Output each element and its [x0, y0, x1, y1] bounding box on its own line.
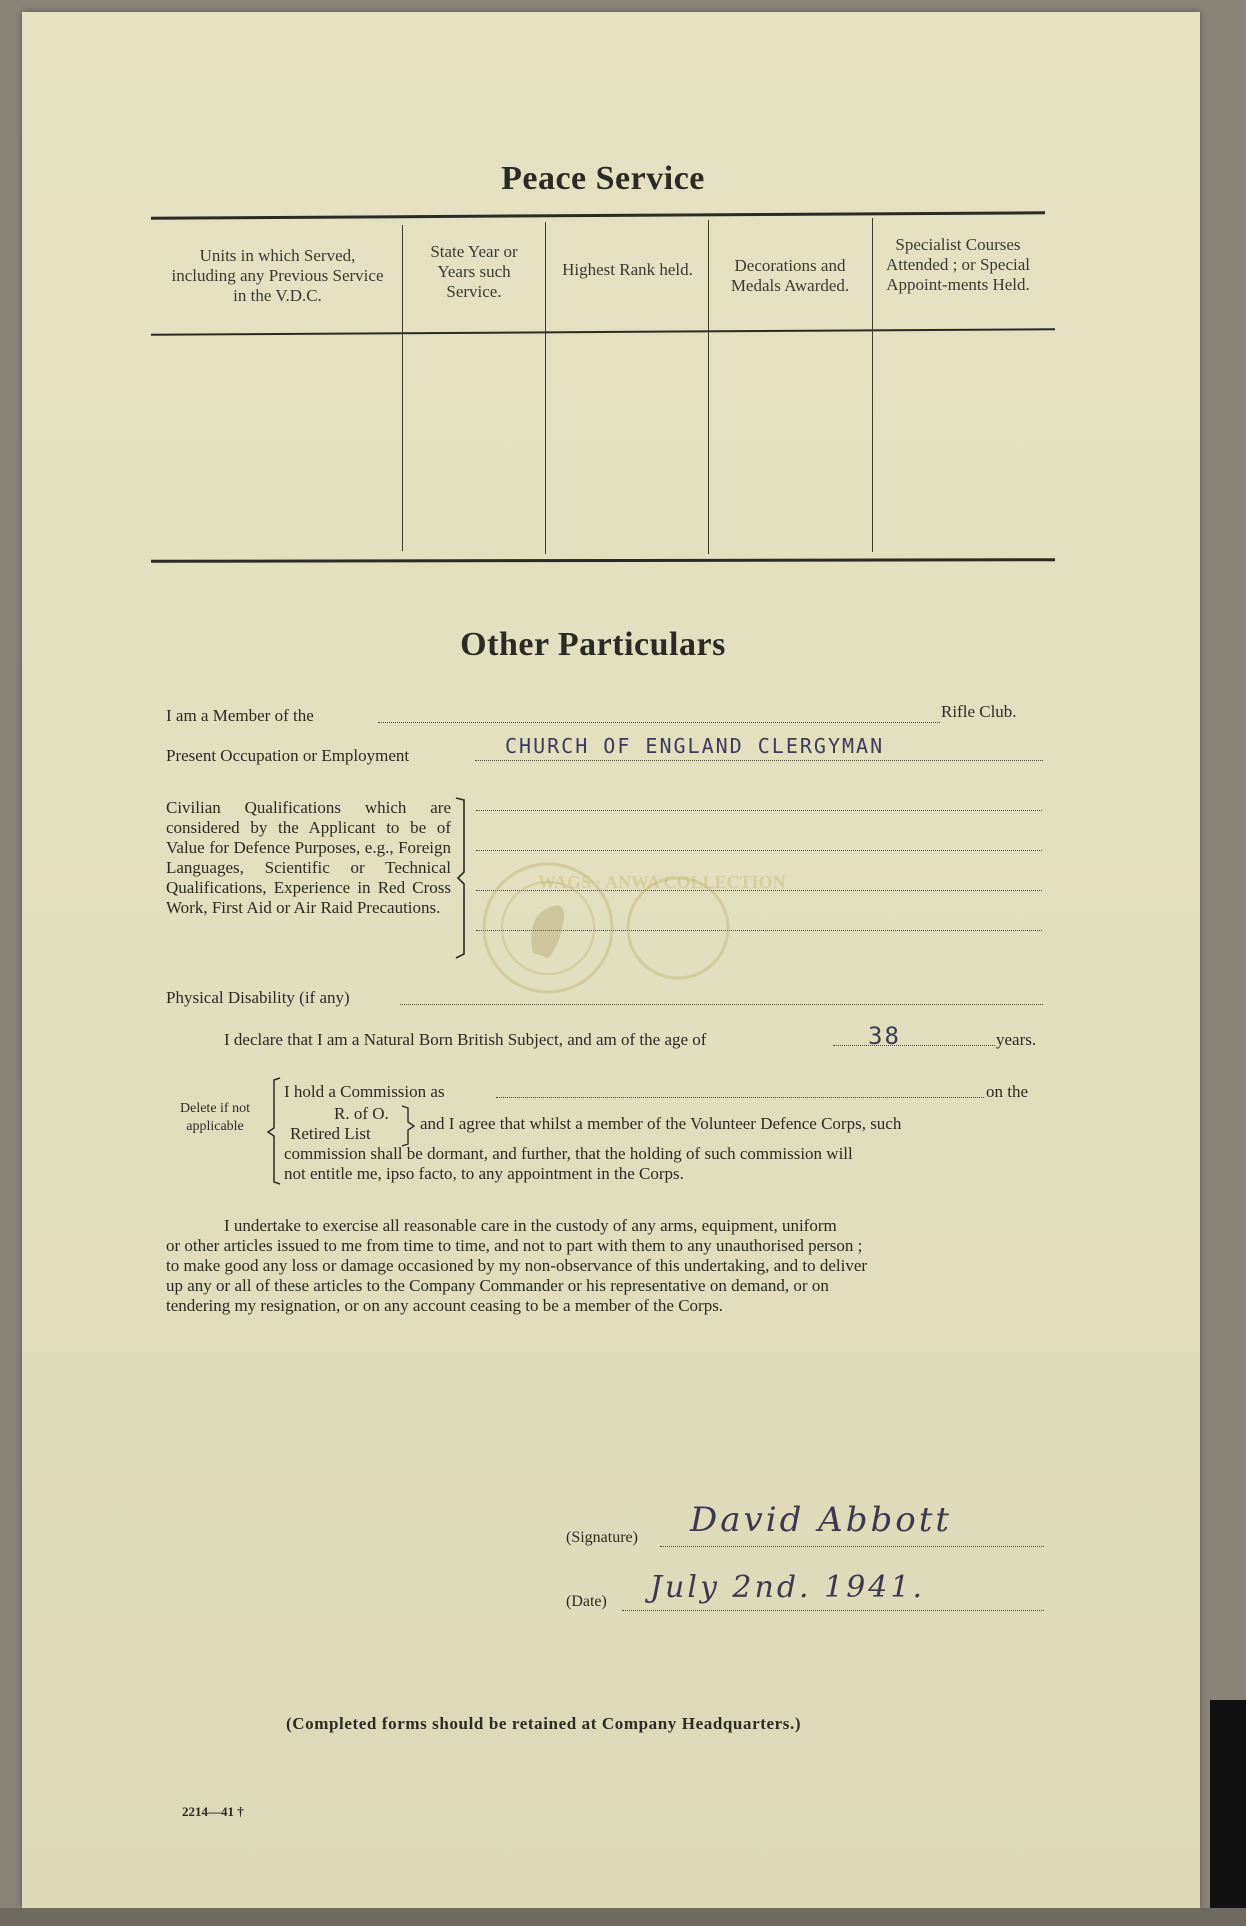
civilian-qualifications-label: Civilian Qualifications which are considered by the Applicant to be of Value for Defence Purposes, e.g., Foreign Languages, Scientific or Technical Qualifications, Experience in Red Cross Work, First Aid or Air Raid Precautions. — [166, 798, 451, 917]
declaration-text: I declare that I am a Natural Born British Subject, and am of the age of — [224, 1030, 707, 1049]
background-edge — [0, 1908, 1246, 1926]
physical-disability-label: Physical Disability (if any) — [166, 988, 350, 1007]
commission-line-1-suffix: on the — [986, 1082, 1029, 1101]
rifle-club-suffix: Rifle Club. — [941, 702, 1017, 721]
age-field[interactable] — [833, 1045, 995, 1046]
undertaking-line-2: or other articles issued to me from time to time, and not to part with them to any unauthorised person ; — [166, 1236, 863, 1255]
col-header-years: State Year or Years such Service. — [430, 242, 518, 301]
commission-line-4: not entitle me, ipso facto, to any appointment in the Corps. — [284, 1164, 684, 1183]
peace-service-title: Peace Service — [501, 160, 705, 197]
declaration-suffix: years. — [996, 1030, 1037, 1049]
undertaking-line-3: to make good any loss or damage occasioned by my non-observance of this undertaking, and to deliver — [166, 1256, 868, 1275]
date-label: (Date) — [566, 1593, 607, 1610]
undertaking-line-4: up any or all of these articles to the Company Commander or his representative on demand, or on — [166, 1276, 829, 1295]
undertaking-line-5: tendering my resignation, or on any account ceasing to be a member of the Corps. — [166, 1296, 724, 1315]
col-divider-1 — [402, 225, 403, 551]
civilian-qualifications-brace — [454, 796, 474, 960]
commission-field[interactable] — [496, 1097, 984, 1098]
commission-rofo: R. of O. — [334, 1104, 389, 1123]
signature-value: David Abbott — [690, 1500, 953, 1540]
col-divider-3 — [708, 220, 709, 554]
col-header-decorations: Decorations and Medals Awarded. — [730, 256, 850, 295]
other-particulars-title: Other Particulars — [460, 626, 726, 663]
occupation-value: CHURCH OF ENGLAND CLERGYMAN — [505, 734, 885, 758]
col-divider-2 — [545, 222, 546, 554]
occupation-label: Present Occupation or Employment — [166, 746, 410, 765]
col-header-units: Units in which Served, including any Previous Service in the V.D.C. — [171, 246, 384, 305]
commission-line-1-prefix: I hold a Commission as — [284, 1082, 445, 1101]
rifle-club-field[interactable] — [378, 722, 940, 723]
physical-disability-field[interactable] — [400, 1004, 1043, 1005]
civilian-field-2[interactable] — [476, 850, 1042, 851]
col-header-specialist: Specialist Courses Attended ; or Special Appoint-ments Held. — [886, 235, 1030, 294]
age-value: 38 — [868, 1022, 901, 1050]
commission-retired-list: Retired List — [290, 1124, 371, 1143]
occupation-field[interactable] — [475, 760, 1043, 761]
commission-line-2: and I agree that whilst a member of the Volunteer Defence Corps, such — [420, 1114, 902, 1133]
delete-if-not-applicable-note: Delete if not applicable — [180, 1101, 250, 1134]
background-strip — [1210, 1700, 1246, 1926]
undertaking-line-1: I undertake to exercise all reasonable care in the custody of any arms, equipment, uniform — [224, 1216, 837, 1235]
footer-note: (Completed forms should be retained at Company Headquarters.) — [286, 1714, 802, 1733]
date-value: July 2nd. 1941. — [650, 1570, 925, 1605]
signature-label: (Signature) — [566, 1529, 638, 1546]
watermark-text: WAGS · ANWA COLLECTION — [538, 872, 786, 892]
commission-brace-left — [266, 1076, 284, 1186]
commission-line-3: commission shall be dormant, and further, that the holding of such commission will — [284, 1144, 853, 1163]
civilian-field-1[interactable] — [476, 810, 1042, 811]
date-field[interactable] — [622, 1610, 1044, 1611]
signature-field[interactable] — [660, 1546, 1044, 1547]
col-header-rank: Highest Rank held. — [562, 260, 693, 279]
form-number: 2214—41 † — [182, 1804, 244, 1819]
rifle-club-prefix: I am a Member of the — [166, 706, 314, 725]
commission-brace-right — [400, 1104, 418, 1148]
